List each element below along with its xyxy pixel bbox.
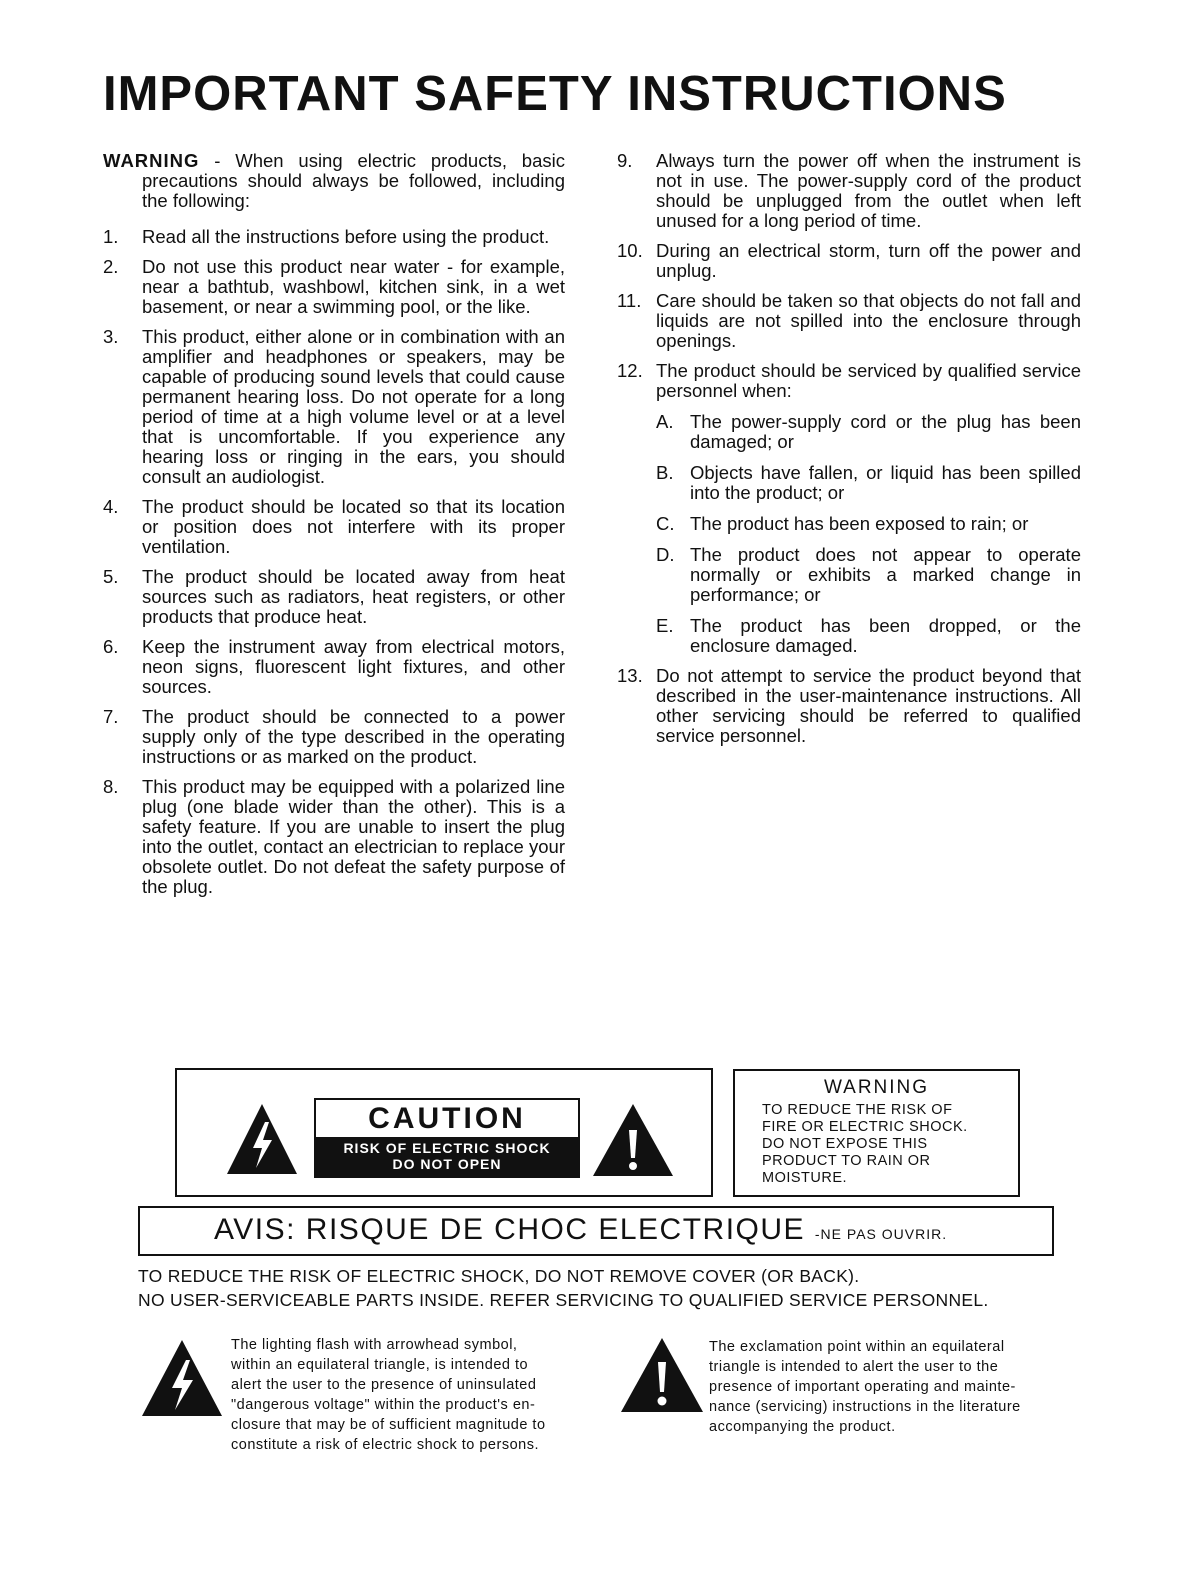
item-number: 8.	[103, 776, 119, 797]
notice-line-2: NO USER-SERVICEABLE PARTS INSIDE. REFER SERVICING TO QUALIFIED SERVICE PERSONNEL.	[138, 1290, 989, 1310]
item-text: Do not attempt to service the product beyond that described in the user-maintenance instructions. All other servicing should be referred to qualified service personnel.	[656, 665, 1081, 746]
list-item	[103, 637, 565, 697]
intro-text: - When using electric products, basic precautions should always be followed, including the following:	[142, 150, 565, 211]
list-item	[103, 227, 565, 247]
sub-item-text: The power-supply cord or the plug has been damaged; or	[690, 411, 1081, 452]
item-number: 10.	[617, 240, 643, 261]
lightning-text-line: "dangerous voltage" within the product's en-	[231, 1397, 536, 1413]
lightning-text-line: closure that may be of sufficient magnitude to	[231, 1417, 546, 1433]
sub-item-letter: B.	[656, 462, 674, 483]
item-text: Always turn the power off when the instrument is not in use. The power-supply cord of the product should be unplugged from the outlet when left unused for a long period of time.	[656, 150, 1081, 231]
lightning-text-line: The lighting flash with arrowhead symbol,	[231, 1337, 518, 1353]
item-number: 7.	[103, 706, 119, 727]
warning-box-title: WARNING	[823, 1077, 930, 1098]
item-text: This product, either alone or in combination with an amplifier and headphones or speakers, may be capable of producing sound levels that could cause permanent hearing loss. Do not operate for a long period of time at a high volume level or at a level that is uncomfortable. If you experience any hearing loss or ringing in the ears, you should consult an audiologist.	[142, 326, 565, 487]
left-column	[103, 151, 565, 907]
list-item	[617, 291, 1081, 351]
warning-box-line: TO REDUCE THE RISK OF	[762, 1102, 953, 1118]
exclamation-symbol-explanation	[709, 1337, 1021, 1437]
exclamation-triangle-icon	[591, 1102, 675, 1178]
sub-item-letter: E.	[656, 615, 674, 636]
lightning-text-line: within an equilateral triangle, is intended to	[231, 1357, 529, 1373]
item-number: 9.	[617, 150, 633, 171]
item-text: Care should be taken so that objects do not fall and liquids are not spilled into the enclosure through openings.	[656, 290, 1081, 351]
list-item	[103, 707, 565, 767]
item-number: 13.	[617, 665, 643, 686]
warning-box-body	[762, 1102, 1018, 1187]
warning-box-line: MOISTURE.	[762, 1170, 848, 1186]
sub-item	[617, 545, 1081, 605]
item-number: 5.	[103, 566, 119, 587]
sub-item-text: The product does not appear to operate normally or exhibits a marked change in performance; or	[690, 544, 1081, 605]
lightning-symbol-explanation	[231, 1335, 546, 1455]
avis-box	[138, 1206, 1054, 1256]
avis-small-text: -NE PAS OUVRIR.	[814, 1226, 948, 1242]
sub-item	[617, 514, 1081, 534]
list-item	[103, 327, 565, 487]
warning-box-line: PRODUCT TO RAIN OR	[762, 1153, 931, 1169]
exclaim-text-line: presence of important operating and mainte-	[709, 1379, 1016, 1395]
avis-heading	[214, 1213, 947, 1247]
item-text: Do not use this product near water - for example, near a bathtub, washbowl, kitchen sink, in a wet basement, or near a swimming pool, or the like.	[142, 256, 565, 317]
item-number: 4.	[103, 496, 119, 517]
item-number: 3.	[103, 326, 119, 347]
lightning-text-line: alert the user to the presence of uninsulated	[231, 1377, 537, 1393]
item-text: The product should be located so that its location or position does not interfere with its proper ventilation.	[142, 496, 565, 557]
intro-warning	[103, 151, 565, 211]
item-text: The product should be connected to a power supply only of the type described in the operating instructions or as marked on the product.	[142, 706, 565, 767]
sub-item-letter: A.	[656, 411, 674, 432]
page-title: IMPORTANT SAFETY INSTRUCTIONS	[103, 67, 1007, 121]
item-text: Read all the instructions before using the product.	[142, 226, 550, 247]
exclamation-triangle-icon	[619, 1336, 705, 1414]
sub-item-text: The product has been dropped, or the enclosure damaged.	[690, 615, 1081, 656]
right-column	[617, 151, 1081, 756]
list-item	[103, 497, 565, 557]
list-item	[103, 257, 565, 317]
notice-line-1: TO REDUCE THE RISK OF ELECTRIC SHOCK, DO NOT REMOVE COVER (OR BACK).	[138, 1266, 860, 1286]
sub-item	[617, 463, 1081, 503]
item-number: 12.	[617, 360, 643, 381]
lightning-text-line: constitute a risk of electric shock to persons.	[231, 1437, 539, 1453]
list-item	[103, 777, 565, 897]
lightning-triangle-icon	[140, 1338, 224, 1418]
sub-item	[617, 616, 1081, 656]
item-number: 2.	[103, 256, 119, 277]
exclaim-text-line: The exclamation point within an equilateral	[709, 1339, 1005, 1355]
sub-item-letter: D.	[656, 544, 675, 565]
avis-main-text: AVIS: RISQUE DE CHOC ELECTRIQUE	[214, 1213, 815, 1246]
list-item	[617, 151, 1081, 231]
intro-label: WARNING	[103, 150, 200, 171]
warning-box-line: FIRE OR ELECTRIC SHOCK.	[762, 1119, 968, 1135]
item-number: 6.	[103, 636, 119, 657]
sub-item-text: Objects have fallen, or liquid has been spilled into the product; or	[690, 462, 1081, 503]
sub-item-text: The product has been exposed to rain; or	[690, 513, 1029, 534]
caution-word: CAUTION	[368, 1102, 526, 1135]
list-item	[617, 666, 1081, 746]
caution-line-2: DO NOT OPEN	[392, 1156, 502, 1172]
warning-box	[733, 1069, 1020, 1197]
item-text: The product should be serviced by qualified service personnel when:	[656, 360, 1081, 401]
caution-subtitle	[316, 1137, 578, 1176]
list-item	[617, 361, 1081, 401]
exclaim-text-line: triangle is intended to alert the user to the	[709, 1359, 999, 1375]
exclaim-text-line: nance (servicing) instructions in the literature	[709, 1399, 1021, 1415]
list-item	[617, 241, 1081, 281]
item-text: Keep the instrument away from electrical motors, neon signs, fluorescent light fixtures, and other sources.	[142, 636, 565, 697]
list-item	[103, 567, 565, 627]
sub-item-letter: C.	[656, 513, 675, 534]
caution-line-1: RISK OF ELECTRIC SHOCK	[343, 1140, 551, 1156]
item-number: 11.	[617, 290, 642, 311]
sub-item	[617, 412, 1081, 452]
lightning-triangle-icon	[225, 1102, 299, 1176]
item-text: This product may be equipped with a polarized line plug (one blade wider than the other). This is a safety feature. If you are unable to insert the plug into the outlet, contact an electrician to replace your obsolete outlet. Do not defeat the safety purpose of the plug.	[142, 776, 565, 897]
caution-label	[314, 1098, 580, 1178]
warning-box-line: DO NOT EXPOSE THIS	[762, 1136, 928, 1152]
item-text: The product should be located away from heat sources such as radiators, heat registers, or other products that produce heat.	[142, 566, 565, 627]
exclaim-text-line: accompanying the product.	[709, 1419, 896, 1435]
item-text: During an electrical storm, turn off the power and unplug.	[656, 240, 1081, 281]
caution-label-box	[175, 1068, 713, 1197]
item-number: 1.	[103, 226, 119, 247]
